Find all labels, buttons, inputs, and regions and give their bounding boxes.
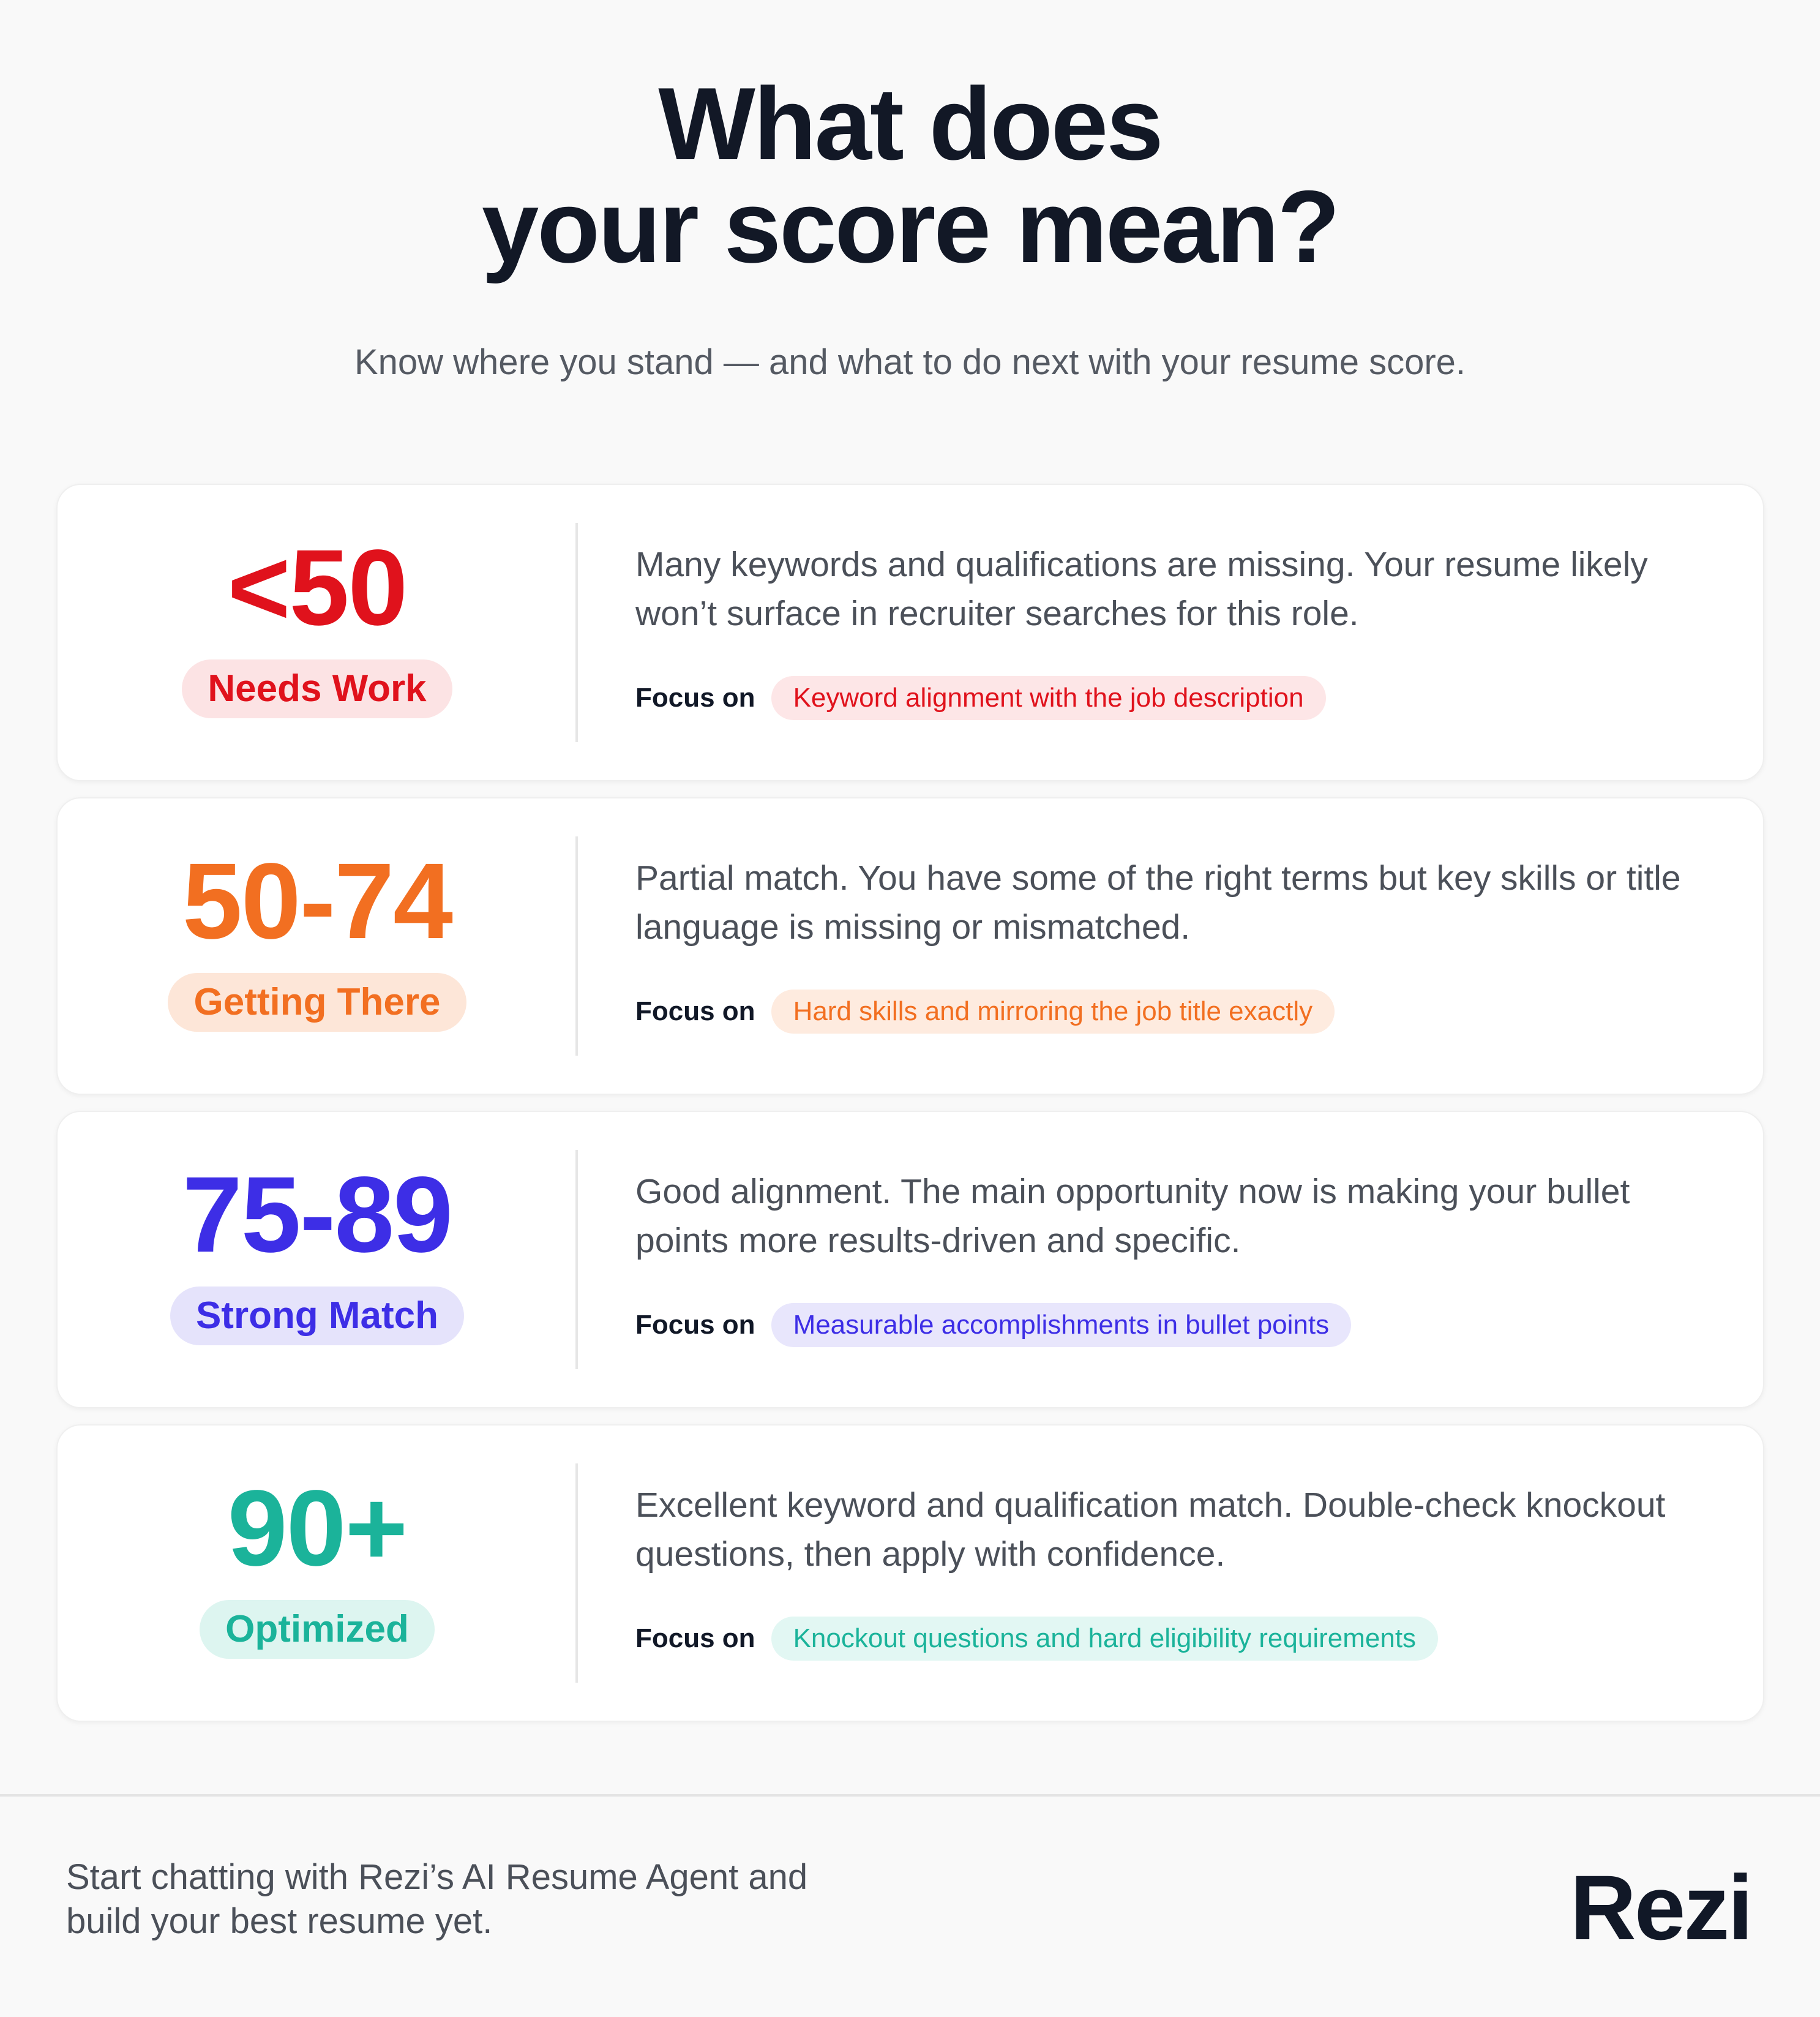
focus-row bbox=[635, 990, 1335, 1034]
footer-cta-text: Start chatting with Rezi’s AI Resume Agent and build your best resume yet. bbox=[66, 1857, 808, 1941]
score-range: 75-89 bbox=[182, 1155, 452, 1275]
page-title bbox=[0, 66, 1820, 284]
score-badge: Strong Match bbox=[170, 1286, 464, 1345]
page-title-line-1: What does bbox=[658, 66, 1162, 181]
score-card-needs-work bbox=[56, 484, 1764, 781]
focus-pill: Hard skills and mirroring the job title exactly bbox=[771, 990, 1335, 1034]
divider bbox=[575, 1463, 578, 1683]
score-range: <50 bbox=[227, 528, 407, 648]
score-card-strong-match bbox=[56, 1111, 1764, 1408]
focus-row bbox=[635, 1617, 1438, 1661]
score-badge: Optimized bbox=[200, 1600, 435, 1659]
score-description: Excellent keyword and qualification match. Double-check knockout questions, then apply with confidence. bbox=[635, 1486, 1666, 1574]
score-card-getting-there bbox=[56, 797, 1764, 1095]
rezi-logo[interactable]: Rezi bbox=[1570, 1856, 1751, 1959]
divider bbox=[575, 836, 578, 1056]
footer-divider bbox=[0, 1794, 1820, 1797]
score-panel bbox=[58, 1112, 577, 1407]
score-description: Partial match. You have some of the right terms but key skills or title language is missing or mismatched. bbox=[635, 858, 1681, 947]
score-description: Many keywords and qualifications are missing. Your resume likely won’t surface in recruiter searches for this role. bbox=[635, 545, 1648, 633]
focus-row bbox=[635, 1303, 1351, 1347]
score-range: 50-74 bbox=[182, 841, 452, 961]
score-panel bbox=[58, 485, 577, 780]
divider bbox=[575, 1150, 578, 1369]
focus-pill: Keyword alignment with the job description bbox=[771, 676, 1326, 720]
score-panel bbox=[58, 798, 577, 1094]
divider bbox=[575, 523, 578, 742]
focus-row bbox=[635, 676, 1326, 720]
score-range: 90+ bbox=[227, 1468, 407, 1588]
score-badge: Getting There bbox=[168, 973, 466, 1032]
page-subtitle: Know where you stand — and what to do next with your resume score. bbox=[354, 342, 1466, 382]
score-panel bbox=[58, 1425, 577, 1721]
focus-label: Focus on bbox=[635, 996, 755, 1026]
score-badge: Needs Work bbox=[182, 659, 452, 718]
focus-pill: Measurable accomplishments in bullet points bbox=[771, 1303, 1352, 1347]
focus-label: Focus on bbox=[635, 683, 755, 713]
score-description: Good alignment. The main opportunity now is making your bullet points more results-driven and specific. bbox=[635, 1172, 1630, 1260]
score-card-optimized bbox=[56, 1424, 1764, 1722]
page-title-line-2: your score mean? bbox=[481, 169, 1339, 284]
focus-label: Focus on bbox=[635, 1623, 755, 1653]
focus-pill: Knockout questions and hard eligibility requirements bbox=[771, 1617, 1438, 1661]
focus-label: Focus on bbox=[635, 1310, 755, 1340]
